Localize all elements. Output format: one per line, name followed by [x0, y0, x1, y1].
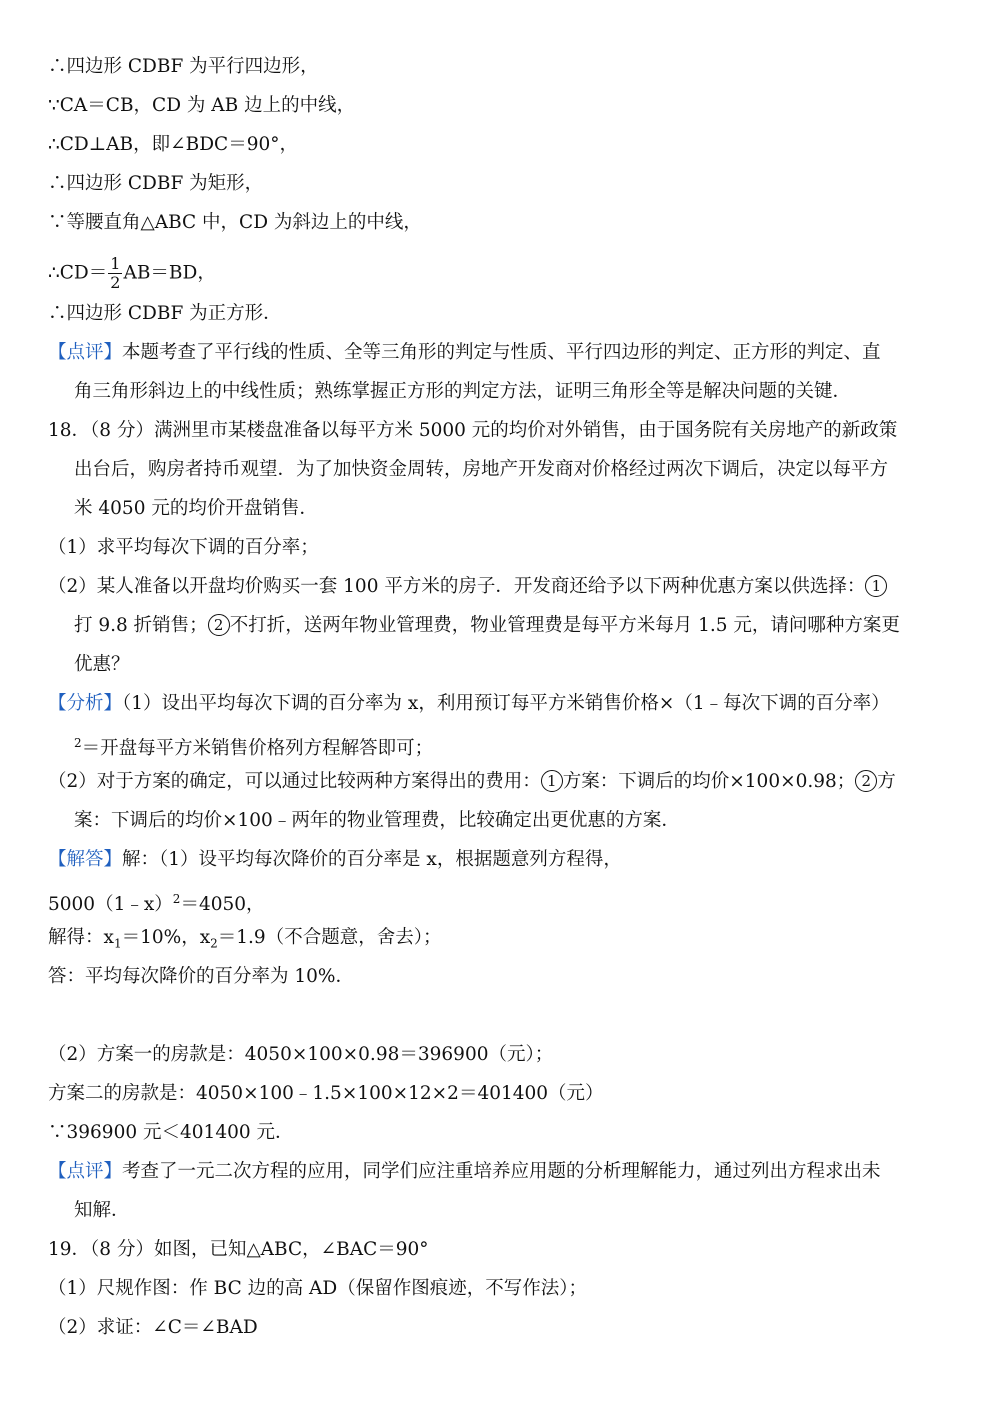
text-segment: 方: [877, 771, 896, 792]
text-segment: 考查了一元二次方程的应用，同学们应注重培养应用题的分析理解能力，通过列出方程求出未: [122, 1161, 881, 1182]
analysis-line: [48, 691, 890, 717]
text-segment: 解：（1）设平均每次降价的百分率是 x，根据题意列方程得，: [122, 849, 622, 870]
text-line: 方案二的房款是：4050×100﹣1.5×100×12×2＝401400（元）: [48, 1083, 604, 1104]
circled-number: 1: [541, 770, 563, 792]
fraction-denominator: 2: [110, 273, 121, 292]
solution-tag: 【解答】: [48, 849, 123, 870]
question-19-title: 19．（8 分）如图，已知△ABC，∠BAC＝90°: [48, 1239, 429, 1260]
text-line: 答：平均每次降价的百分率为 10%．: [48, 966, 355, 987]
text-line: ∵396900 元＜401400 元．: [48, 1122, 294, 1143]
fraction: [108, 255, 122, 292]
solution-line: [48, 847, 622, 873]
text-line: [48, 925, 441, 957]
comment-tag: 【点评】: [48, 1161, 123, 1182]
text-line: 角三角形斜边上的中线性质；熟练掌握正方形的判定方法，证明三角形全等是解决问题的关键．: [74, 381, 852, 402]
comment-line: [48, 1159, 881, 1185]
text-line: ∴四边形 CDBF 为矩形，: [48, 173, 264, 194]
text-segment: ＝1.9（不合题意，舍去）；: [217, 927, 442, 948]
text-segment: 方案：下调后的均价×100×0.98；: [562, 771, 856, 792]
analysis-tag: 【分析】: [48, 693, 123, 714]
subscript: 1: [113, 936, 122, 951]
text-line: ∴CD⊥AB，即∠BDC＝90°，: [48, 134, 298, 155]
text-segment: ∴CD＝: [48, 262, 108, 284]
text-line: 知解．: [74, 1200, 130, 1221]
text-line: （2）方案一的房款是：4050×100×0.98＝396900（元）；: [48, 1044, 554, 1065]
superscript: 2: [74, 736, 82, 750]
text-line: （1）尺规作图：作 BC 边的高 AD（保留作图痕迹，不写作法）；: [48, 1278, 587, 1299]
text-line: 案：下调后的均价×100﹣两年的物业管理费，比较确定出更优惠的方案．: [74, 810, 680, 831]
text-line: 出台后，购房者持币观望．为了加快资金周转，房地产开发商对价格经过两次下调后，决定以每平方: [74, 459, 889, 480]
text-segment: 解得：x: [48, 927, 114, 948]
text-line: 优惠？: [74, 654, 130, 675]
text-line: （1）求平均每次下调的百分率；: [48, 537, 319, 558]
text-line-fraction: [48, 255, 216, 292]
superscript: 2: [172, 892, 181, 906]
text-line: ∵CA＝CB，CD 为 AB 边上的中线，: [48, 95, 356, 116]
text-segment: （2）某人准备以开盘均价购买一套 100 平方米的房子．开发商还给予以下两种优惠方案以供选择：: [48, 576, 866, 597]
text-line: （2）求证：∠C＝∠BAD: [48, 1317, 258, 1338]
text-line: [74, 730, 433, 762]
text-segment: 5000（1﹣x）: [48, 894, 173, 916]
text-line: ∴四边形 CDBF 为平行四边形，: [48, 56, 319, 77]
circled-number: 2: [208, 614, 230, 636]
circled-number: 1: [865, 575, 887, 597]
question-18-title: 18．（8 分）满洲里市某楼盘准备以每平方米 5000 元的均价对外销售，由于国务院有关房地产的新政策: [48, 420, 898, 441]
fraction-numerator: 1: [110, 254, 121, 273]
subscript: 2: [210, 936, 218, 951]
text-line: [74, 613, 900, 639]
text-line: ∴四边形 CDBF 为正方形．: [48, 303, 282, 324]
text-segment: 本题考查了平行线的性质、全等三角形的判定与性质、平行四边形的判定、正方形的判定、直: [122, 342, 881, 363]
text-segment: 打 9.8 折销售；: [74, 615, 208, 636]
comment-line: [48, 340, 881, 366]
text-segment: （1）设出平均每次下调的百分率为 x，利用预订每平方米销售价格×（1﹣每次下调的百分率）: [122, 693, 890, 714]
comment-tag: 【点评】: [48, 342, 123, 363]
text-segment: ＝10%，x: [121, 927, 211, 948]
text-segment: ＝开盘每平方米销售价格列方程解答即可；: [81, 738, 434, 760]
circled-number: 2: [855, 770, 877, 792]
text-segment: ＝4050，: [180, 894, 265, 916]
text-line: ∵等腰直角△ABC 中，CD 为斜边上的中线，: [48, 212, 422, 233]
equation-line: [48, 886, 265, 918]
text-segment: 不打折，送两年物业管理费，物业管理费是每平方米每月 1.5 元，请问哪种方案更: [229, 615, 900, 636]
text-segment: AB＝BD，: [123, 262, 216, 284]
text-line: 米 4050 元的均价开盘销售．: [74, 498, 318, 519]
text-segment: （2）对于方案的确定，可以通过比较两种方案得出的费用：: [48, 771, 541, 792]
text-line: [48, 769, 896, 795]
text-line: [48, 574, 887, 600]
